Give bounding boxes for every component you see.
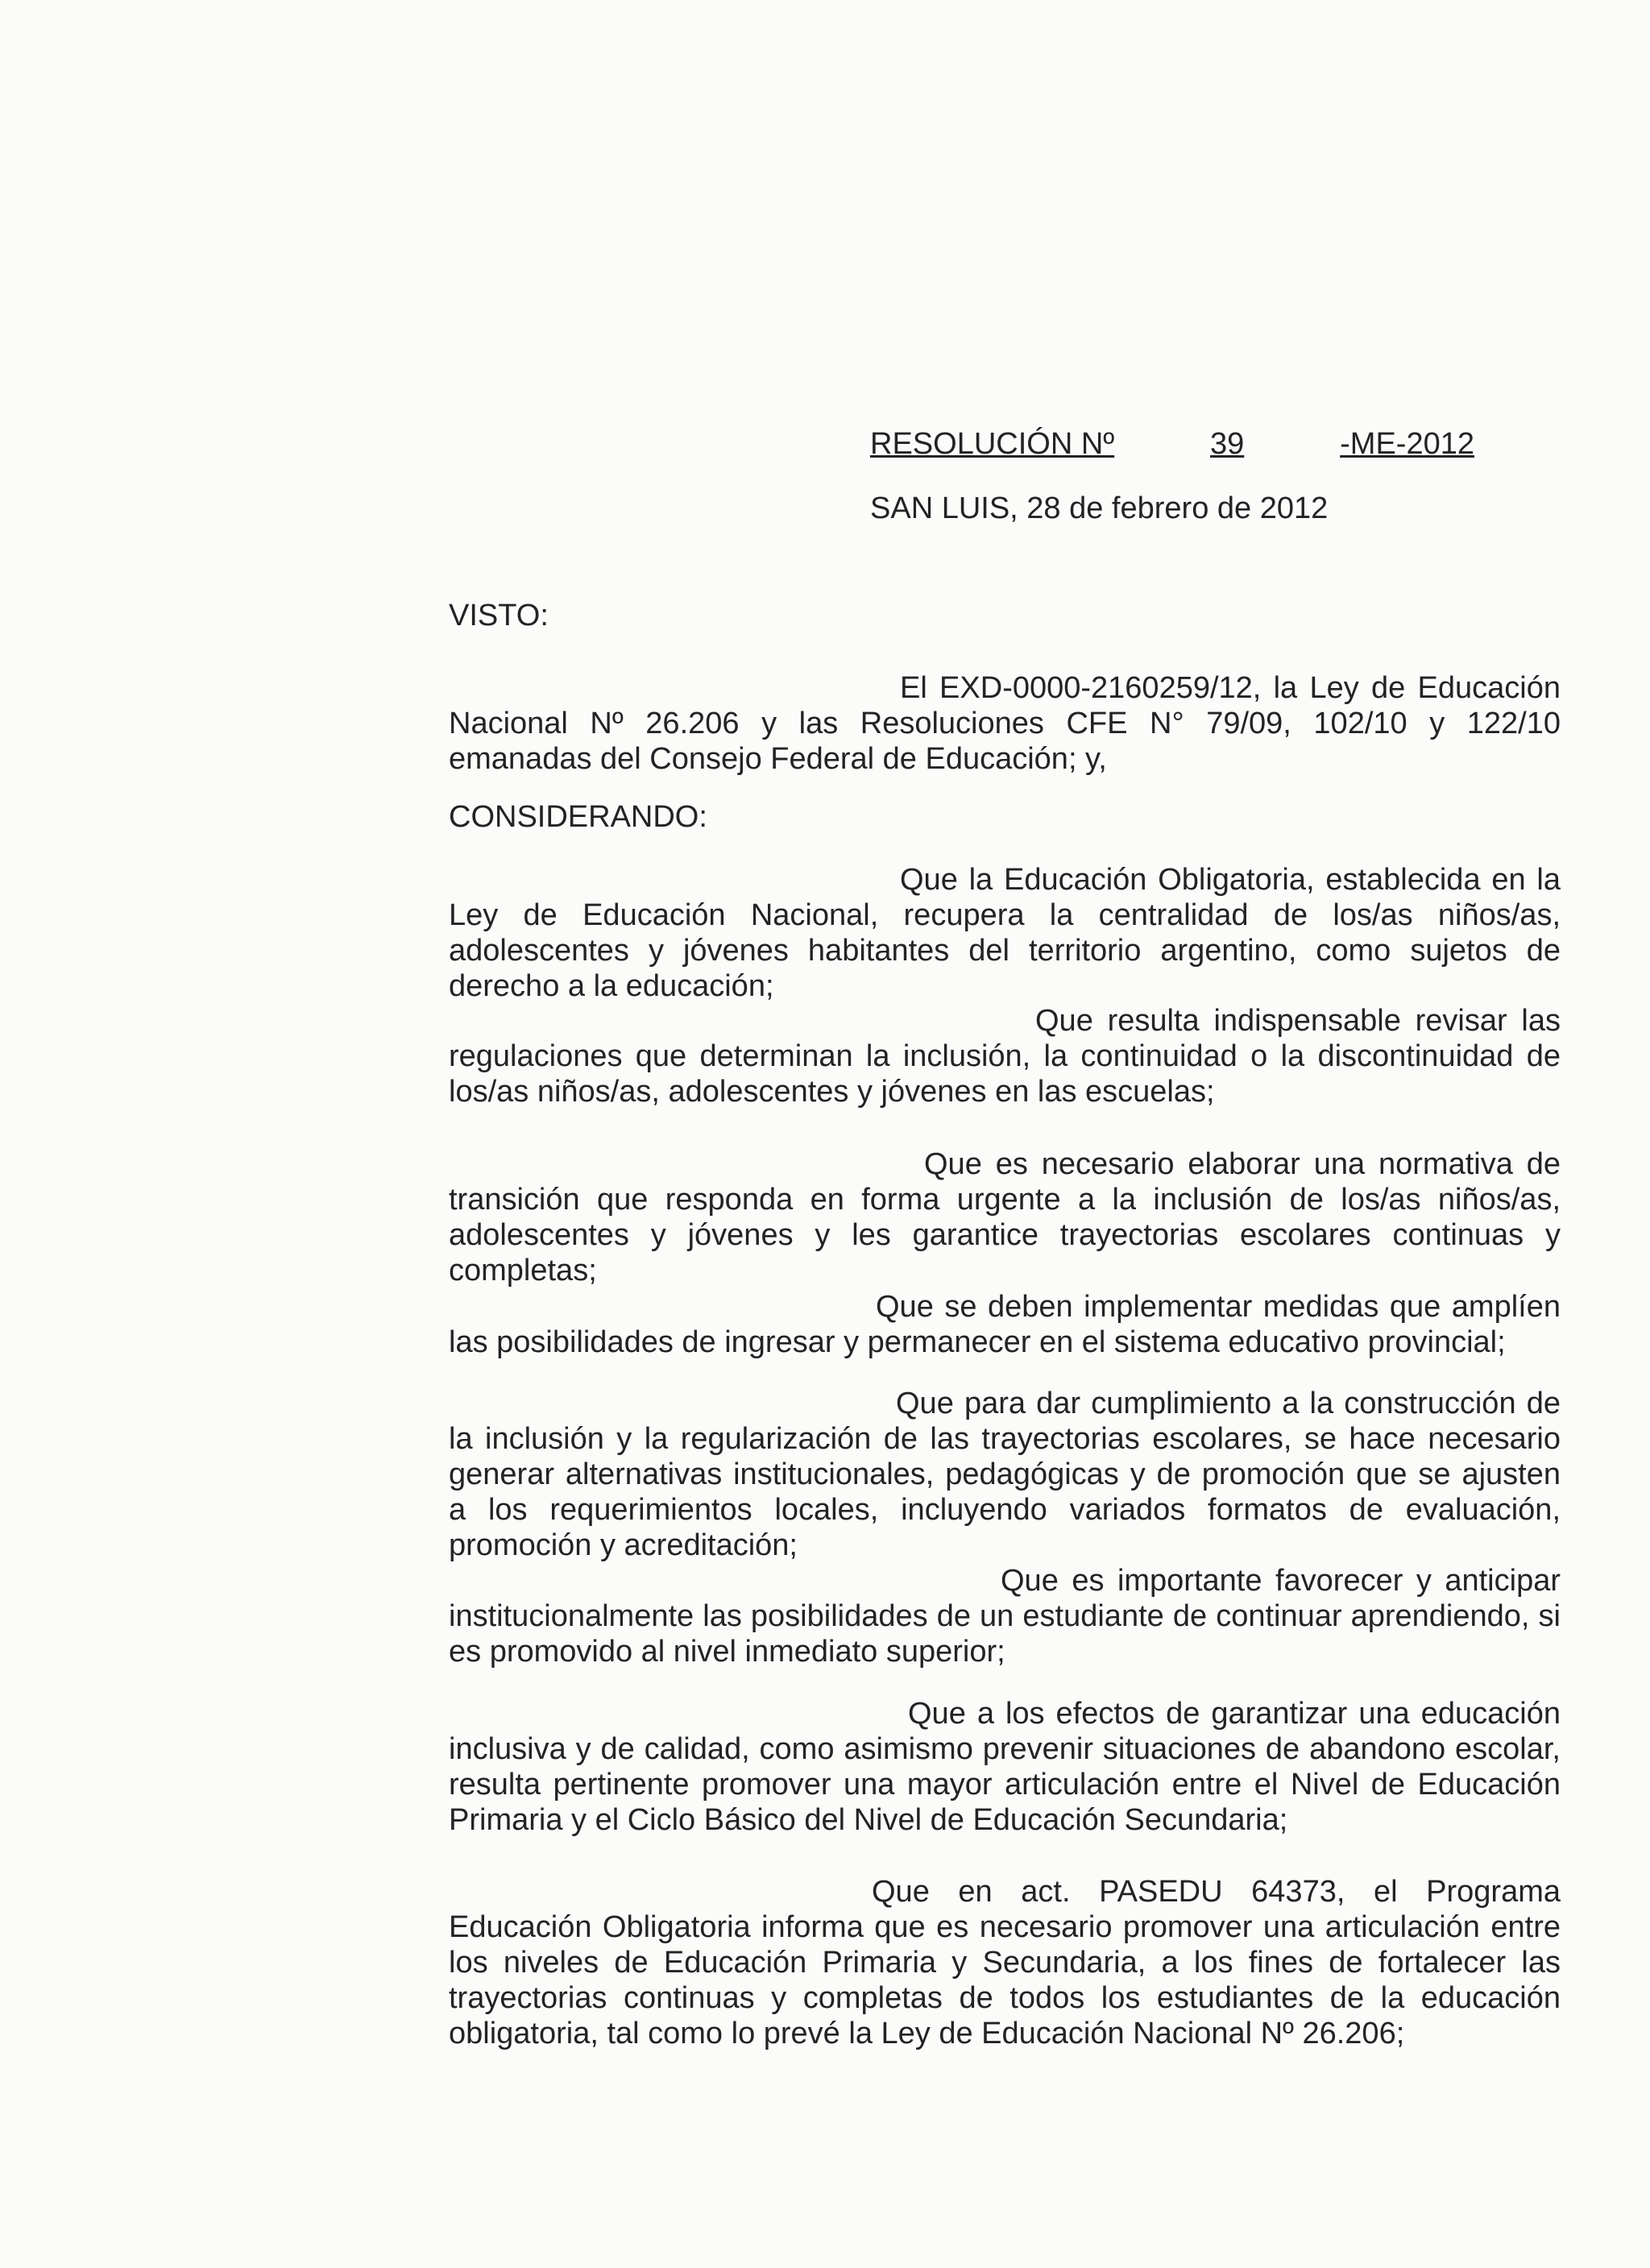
considerando-paragraph: Que la Educación Obligatoria, establecida en la Ley de Educación Nacional, recupera la centralidad de los/as niños/as, adolescentes y jóvenes habitantes del territorio argentino, como sujetos de derecho a la educación; xyxy=(449,863,1561,1003)
visto-text: El EXD-0000-2160259/12, la Ley de Educación Nacional Nº 26.206 y las Resoluciones CFE N° 79/09, 102/10 y 122/10 emanadas del Consejo Federal de Educación; y, xyxy=(449,671,1561,776)
considerando-paragraph: Que es necesario elaborar una normativa de transición que responda en forma urgente a la inclusión de los/as niños/as, adolescentes y jóvenes y les garantice trayectorias escolares continuas y completas; xyxy=(449,1147,1561,1287)
considerando-paragraph: Que resulta indispensable revisar las regulaciones que determinan la inclusión, la continuidad o la discontinuidad de los/as niños/as, adolescentes y jóvenes en las escuelas; xyxy=(449,1004,1561,1109)
considerando-paragraph: Que en act. PASEDU 64373, el Programa Educación Obligatoria informa que es necesario promover una articulación entre los niveles de Educación Primaria y Secundaria, a los fines de fortalecer las trayectorias continuas y completas de todos los estudiantes de la educación obligatoria, tal como lo prevé la Ley de Educación Nacional Nº 26.206; xyxy=(449,1875,1561,2050)
considerando-paragraph: Que a los efectos de garantizar una educación inclusiva y de calidad, como asimismo prevenir situaciones de abandono escolar, resulta pertinente promover una mayor articulación entre el Nivel de Educación Primaria y el Ciclo Básico del Nivel de Educación Secundaria; xyxy=(449,1697,1561,1837)
considerando-paragraph: Que para dar cumplimiento a la construcción de la inclusión y la regularización de las trayectorias escolares, se hace necesario generar alternativas institucionales, pedagógicas y de promoción que se ajusten a los requerimientos locales, incluyendo variados formatos de evaluación, promoción y acreditación; xyxy=(449,1387,1561,1562)
considerando-paragraph: Que es importante favorecer y anticipar institucionalmente las posibilidades de un estudiante de continuar aprendiendo, si es promovido al nivel inmediato superior; xyxy=(449,1564,1561,1669)
considerando-label: CONSIDERANDO: xyxy=(449,800,707,834)
resolution-number: 39 xyxy=(1210,427,1245,461)
considerando-paragraph: Que se deben implementar medidas que amplíen las posibilidades de ingresar y permanecer en el sistema educativo provincial; xyxy=(449,1290,1561,1359)
document-header xyxy=(870,424,1563,529)
visto-label: VISTO: xyxy=(449,599,549,632)
resolution-line xyxy=(870,424,1563,464)
resolution-label: RESOLUCIÓN Nº xyxy=(870,427,1115,461)
place-date: SAN LUIS, 28 de febrero de 2012 xyxy=(870,491,1329,525)
resolution-suffix: -ME-2012 xyxy=(1340,427,1474,461)
